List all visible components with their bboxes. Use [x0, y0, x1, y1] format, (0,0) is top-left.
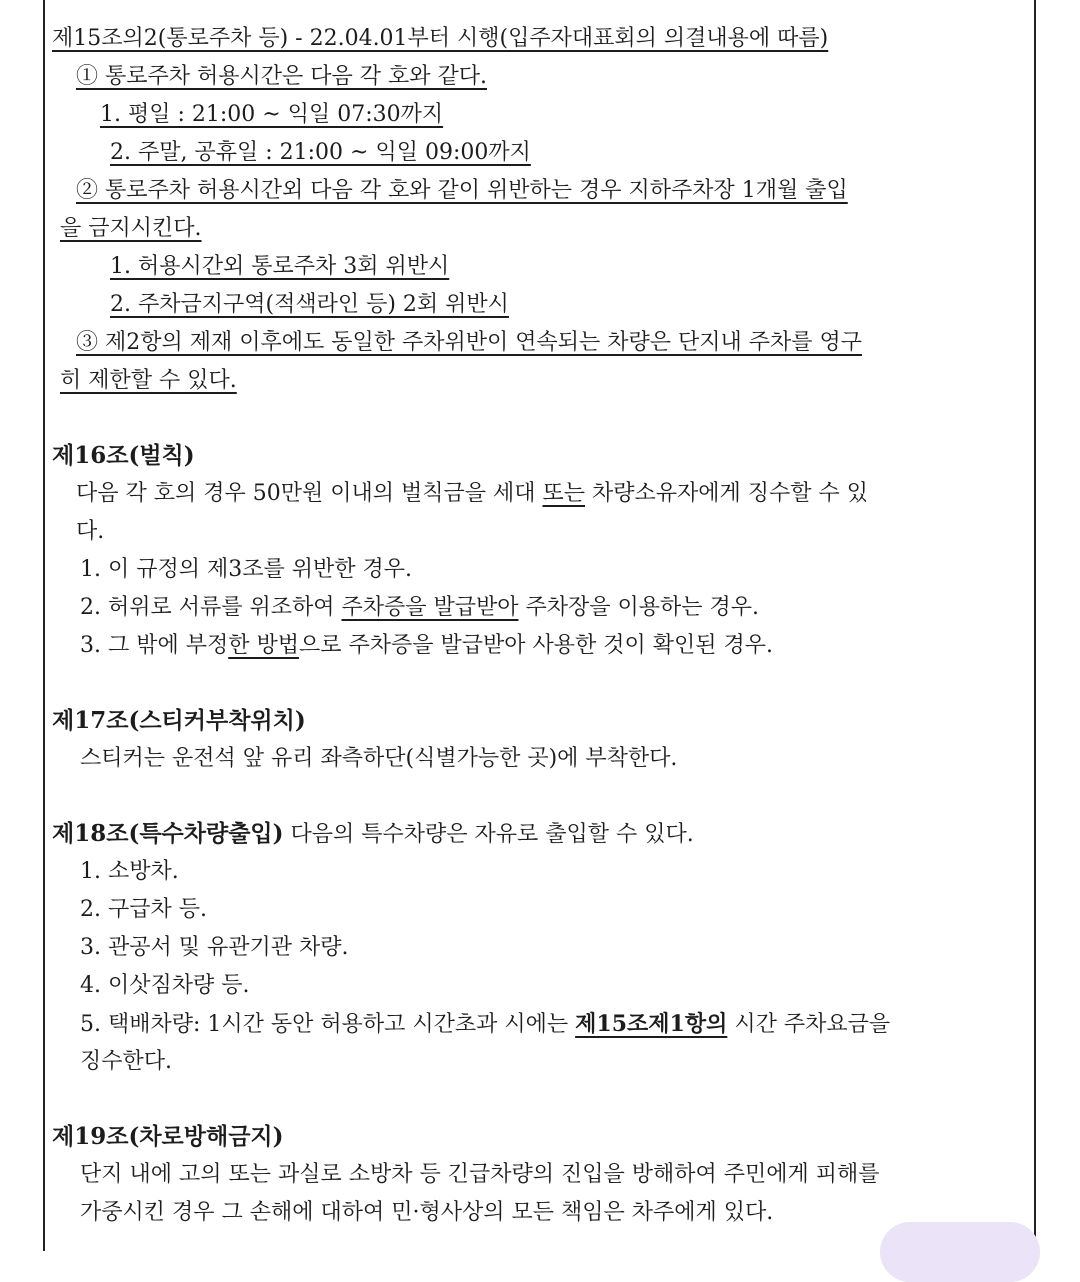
article16-title: 제16조(벌칙) [52, 442, 195, 469]
article18-item1: 1. 소방차. [80, 859, 179, 884]
article19-title: 제19조(차로방해금지) [52, 1123, 284, 1150]
article16-item3-underlined: 한 방법 [228, 633, 299, 658]
article15-2-para2-item2: 2. 주차금지구역(적색라인 등) 2회 위반시 [110, 292, 509, 317]
article15-2-para2-line2: 을 금지시킨다. [60, 216, 202, 241]
article18-item3: 3. 관공서 및 유관기관 차량. [80, 935, 349, 960]
page-border-right [1034, 0, 1036, 1251]
article15-2-para2-item1: 1. 허용시간외 통로주차 3회 위반시 [110, 254, 450, 279]
article16-item2-underlined: 주차증을 발급받아 [341, 595, 519, 620]
article19-line1: 단지 내에 고의 또는 과실로 소방차 등 긴급차량의 진입을 방해하여 주민에게 피해를 [80, 1162, 880, 1187]
article18-item5: 5. 택배차량: 1시간 동안 허용하고 시간초과 시에는 제15조제1항의 시간 주차요금을 [80, 1011, 891, 1037]
article15-2-para1-item1: 1. 평일 : 21:00 ~ 익일 07:30까지 [100, 102, 444, 127]
article17-body: 스티커는 운전석 앞 유리 좌측하단(식별가능한 곳)에 부착한다. [80, 746, 678, 771]
article16-item2: 2. 허위로 서류를 위조하여 주차증을 발급받아 주차장을 이용하는 경우. [80, 595, 759, 620]
article16-intro: 다음 각 호의 경우 50만원 이내의 벌칙금을 세대 또는 차량소유자에게 징수할 수 있 [76, 481, 868, 506]
page-border-left [43, 0, 45, 1251]
article16-item3: 3. 그 밖에 부정한 방법으로 주차증을 발급받아 사용한 것이 확인된 경우. [80, 633, 773, 658]
article16-item1: 1. 이 규정의 제3조를 위반한 경우. [80, 557, 412, 582]
article15-2-para3-line1: ③ 제2항의 제재 이후에도 동일한 주차위반이 연속되는 차량은 단지내 주차를 영구 [76, 330, 862, 355]
article15-2-title: 제15조의2(통로주차 등) - 22.04.01부터 시행(입주자대표회의 의결내용에 따름) [52, 26, 829, 51]
article15-2-para3-line2: 히 제한할 수 있다. [60, 368, 237, 393]
article16-intro-underlined: 또는 [542, 481, 585, 506]
article16-intro-line2: 다. [76, 519, 105, 544]
article18-item2: 2. 구급차 등. [80, 897, 207, 922]
article18-title: 제18조(특수차량출입) [52, 820, 284, 847]
article18-heading: 제18조(특수차량출입) 다음의 특수차량은 자유로 출입할 수 있다. [52, 820, 694, 847]
article15-2-para1: ① 통로주차 허용시간은 다음 각 호와 같다. [76, 64, 487, 89]
article15-2-para1-item2: 2. 주말, 공휴일 : 21:00 ~ 익일 09:00까지 [110, 140, 531, 165]
article18-item5-underlined: 제15조제1항의 [575, 1011, 728, 1037]
article17-title: 제17조(스티커부착위치) [52, 707, 306, 734]
article18-item4: 4. 이삿짐차량 등. [80, 973, 250, 998]
corner-overlay-button[interactable] [880, 1222, 1040, 1282]
article15-2-para2-line1: ② 통로주차 허용시간외 다음 각 호와 같이 위반하는 경우 지하주차장 1개월 출입 [76, 178, 848, 203]
article19-line2: 가중시킨 경우 그 손해에 대하여 민·형사상의 모든 책임은 차주에게 있다. [80, 1200, 774, 1225]
article18-item5-line2: 징수한다. [80, 1049, 173, 1074]
